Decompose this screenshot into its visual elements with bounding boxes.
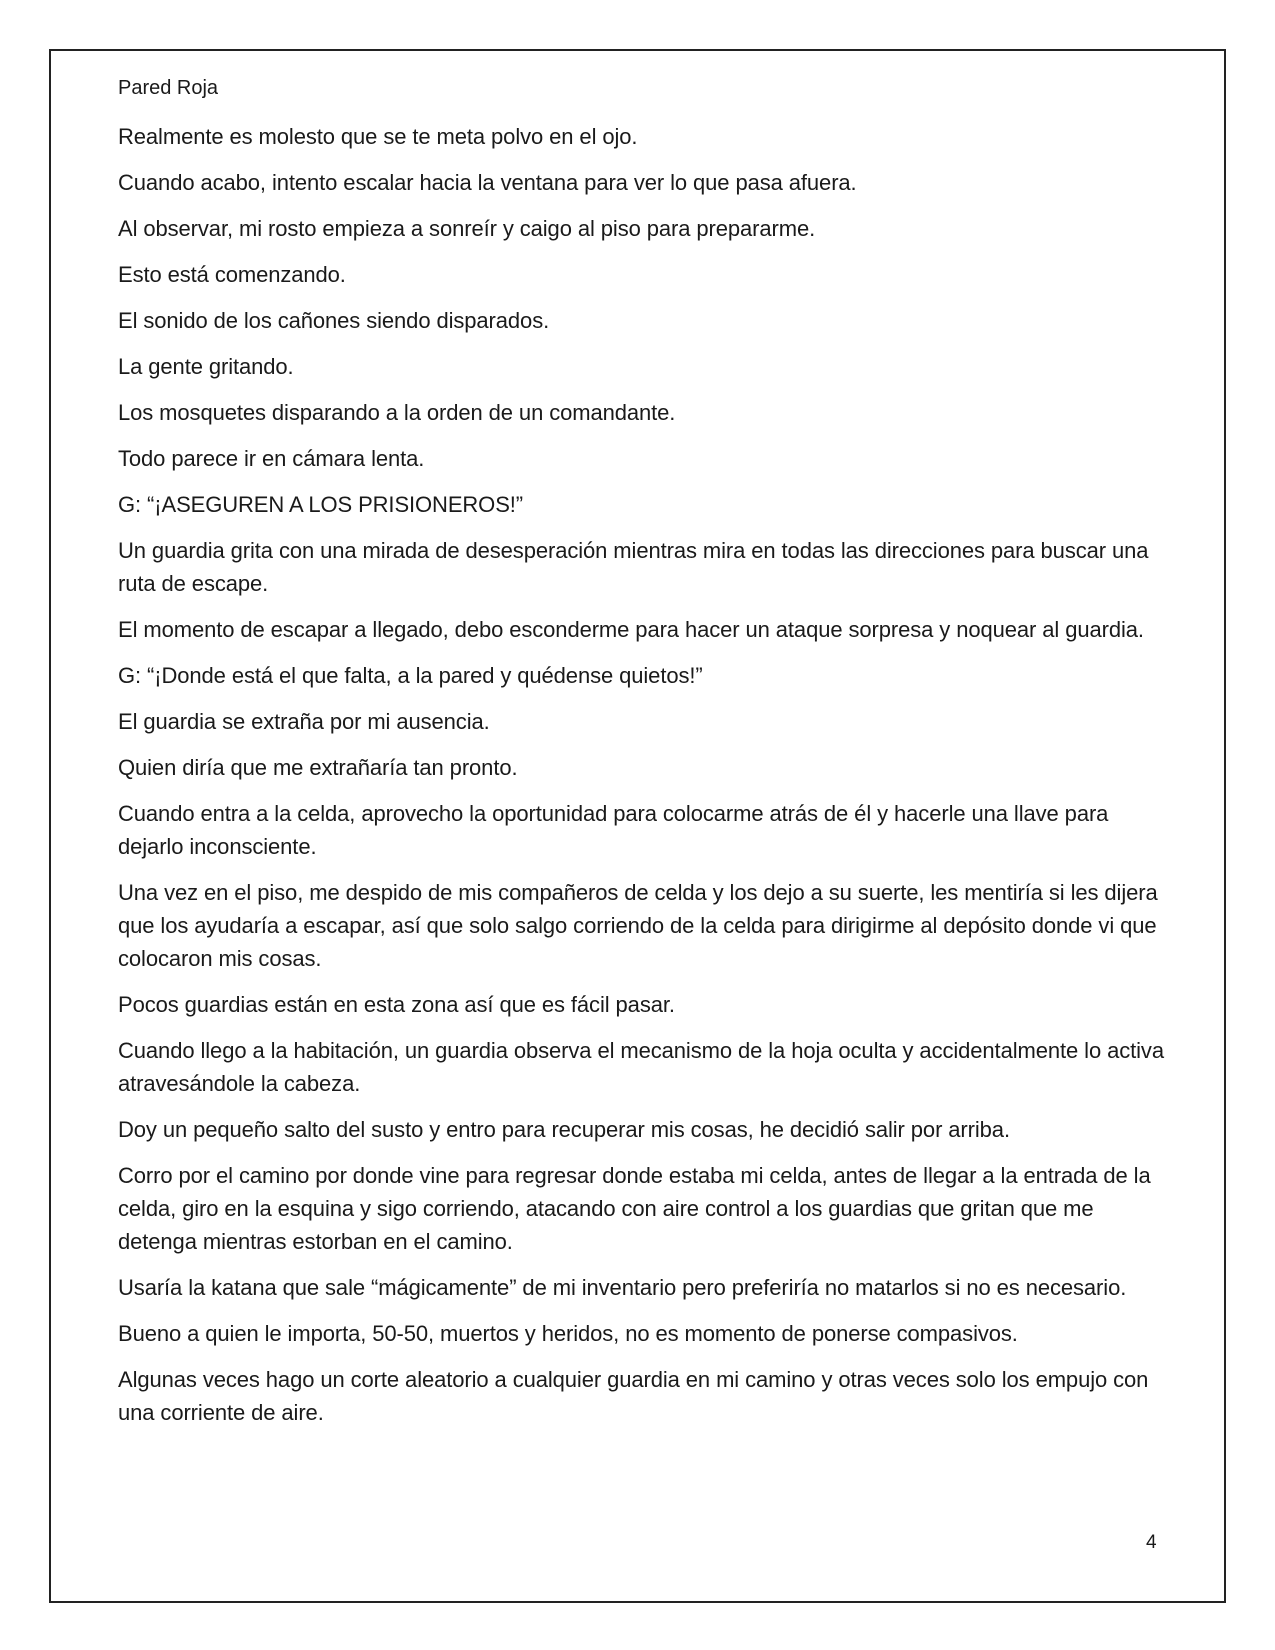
dialogue-line: G: “¡Donde está el que falta, a la pared y quédense quietos!” [118,663,703,688]
paragraph: Doy un pequeño salto del susto y entro para recuperar mis cosas, he decidió salir por arriba. [118,1117,1010,1142]
page-number: 4 [1146,1532,1157,1553]
dialogue-line: G: “¡ASEGUREN A LOS PRISIONEROS!” [118,492,524,517]
paragraph: Cuando acabo, intento escalar hacia la ventana para ver lo que pasa afuera. [118,170,857,195]
paragraph: Corro por el camino por donde vine para regresar donde estaba mi celda, antes de llegar a la entrada de la celda, giro en la esquina y sigo corriendo, atacando con aire control a los guardias que gritan que me detenga mientras estorban en el camino. [118,1163,1151,1254]
paragraph: Usaría la katana que sale “mágicamente” de mi inventario pero preferiría no matarlos si no es necesario. [118,1275,1127,1300]
paragraph: Todo parece ir en cámara lenta. [118,446,425,471]
paragraph: Un guardia grita con una mirada de desesperación mientras mira en todas las direcciones para buscar una ruta de escape. [118,538,1149,596]
paragraph: Una vez en el piso, me despido de mis compañeros de celda y los dejo a su suerte, les mentiría si les dijera que los ayudaría a escapar, así que solo salgo corriendo de la celda para dirigirme al depósito donde vi que colocaron mis cosas. [118,880,1158,971]
paragraph: Pocos guardias están en esta zona así que es fácil pasar. [118,992,675,1017]
paragraph: El guardia se extraña por mi ausencia. [118,709,490,734]
paragraph: Cuando entra a la celda, aprovecho la oportunidad para colocarme atrás de él y hacerle una llave para dejarlo inconsciente. [118,801,1109,859]
paragraph: El sonido de los cañones siendo disparados. [118,308,550,333]
paragraph: Al observar, mi rosto empieza a sonreír y caigo al piso para prepararme. [118,216,816,241]
paragraph: Cuando llego a la habitación, un guardia observa el mecanismo de la hoja oculta y accidentalmente lo activa atravesándole la cabeza. [118,1038,1164,1096]
paragraph: Realmente es molesto que se te meta polvo en el ojo. [118,124,638,149]
paragraph: Esto está comenzando. [118,262,346,287]
paragraph: La gente gritando. [118,354,294,379]
paragraph: Los mosquetes disparando a la orden de un comandante. [118,400,676,425]
paragraph: Algunas veces hago un corte aleatorio a cualquier guardia en mi camino y otras veces solo los empujo con una corriente de aire. [118,1367,1149,1425]
paragraph: Quien diría que me extrañaría tan pronto. [118,755,518,780]
document-header: Pared Roja [118,77,219,99]
paragraph: El momento de escapar a llegado, debo esconderme para hacer un ataque sorpresa y noquear al guardia. [118,617,1144,642]
paragraph: Bueno a quien le importa, 50-50, muertos y heridos, no es momento de ponerse compasivos. [118,1321,1018,1346]
document-body [118,120,1170,1442]
